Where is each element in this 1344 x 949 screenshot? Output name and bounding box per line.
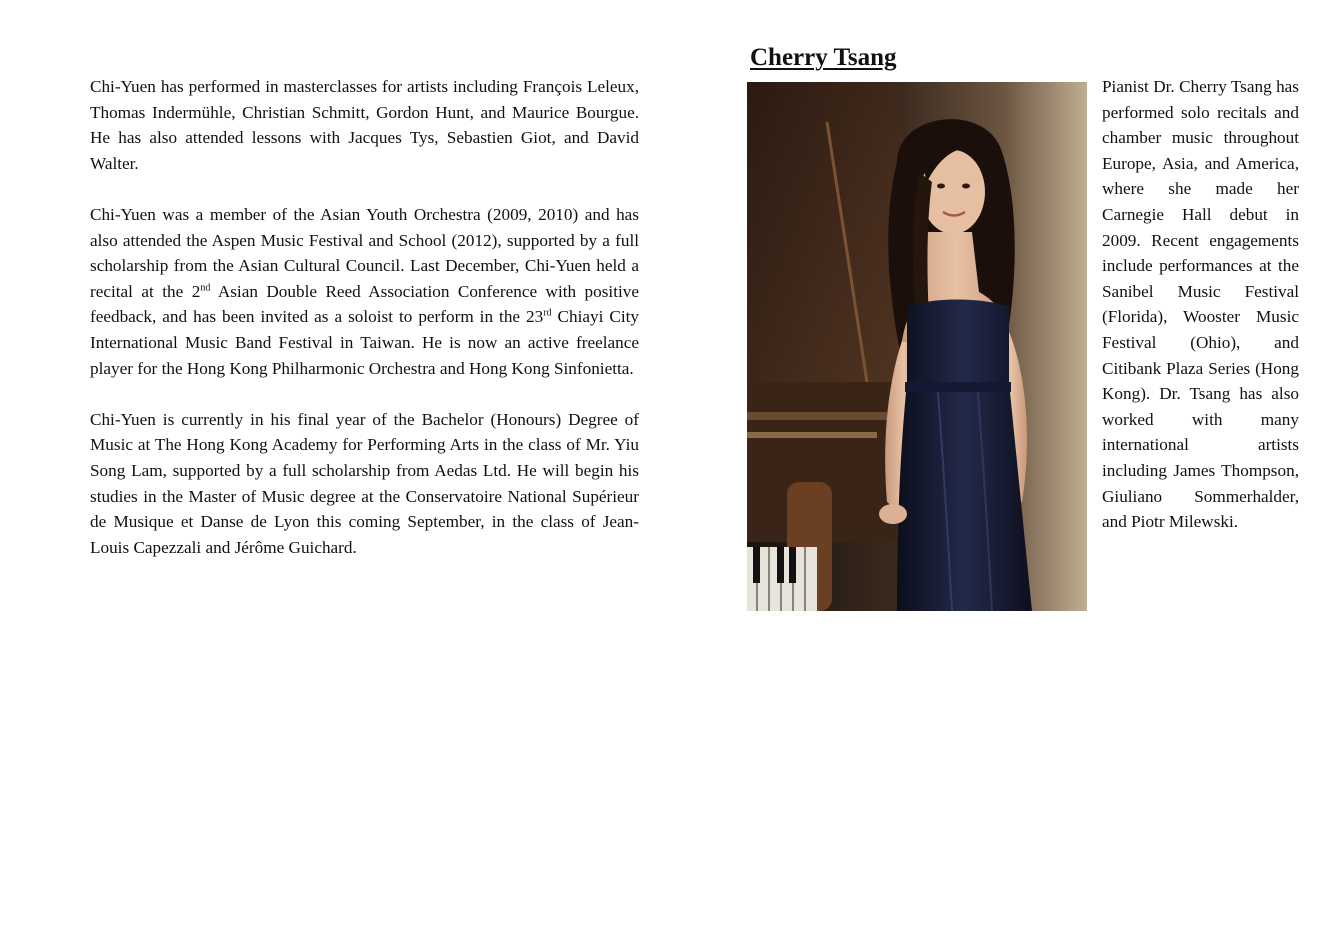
- cherry-tsang-photo: [747, 82, 1087, 611]
- bio-paragraph-orchestra-text-a: Chi-Yuen was a member of the Asian Youth Orchestra (2009, 2010) and has also attended the Aspen Music Festival and School (2012), supported by a full scholarship from the Asian Cultural Council. Last December, Chi-Yuen held a recital at the 2: [90, 204, 639, 301]
- bio-paragraph-masterclasses: Chi-Yuen has performed in masterclasses for artists including François Leleux, Thomas Indermühle, Christian Schmitt, Gordon Hunt, and Maurice Bourgue. He has also attended lessons with Jacques Tys, Sebastien Giot, and David Walter.: [90, 77, 639, 173]
- bio-paragraph-orchestra: [90, 202, 639, 381]
- cherry-tsang-bio-column: [1102, 74, 1299, 535]
- ordinal-suffix-nd: nd: [200, 282, 211, 294]
- cherry-tsang-bio: Pianist Dr. Cherry Tsang has performed solo recitals and chamber music throughout Europe, Asia, and America, where she made her Carnegie Hall debut in 2009. Recent engagements include performances at the Sanibel Music Festival (Florida), Wooster Music Festival (Ohio), and Citibank Plaza Series (Hong Kong). Dr. Tsang has also worked with many international artists including James Thompson, Giuliano Sommerhalder, and Piotr Milewski.: [1102, 77, 1299, 532]
- ordinal-suffix-rd: rd: [543, 307, 552, 319]
- bio-paragraph-orchestra-text-b: Asian Double Reed Association Conference with positive feedback, and has been invited as a soloist to perform in the 23: [90, 281, 639, 327]
- chi-yuen-bio-column: [90, 74, 639, 586]
- bio-paragraph-studies: Chi-Yuen is currently in his final year of the Bachelor (Honours) Degree of Music at The Hong Kong Academy for Performing Arts in the class of Mr. Yiu Song Lam, supported by a full scholarship from Aedas Ltd. He will begin his studies in the Master of Music degree at the Conservatoire National Supérieur de Musique et Danse de Lyon this coming September, in the class of Jean-Louis Capezzali and Jérôme Guichard.: [90, 409, 639, 557]
- bio-paragraph-orchestra-text-c: Chiayi City International Music Band Festival in Taiwan. He is now an active freelance player for the Hong Kong Philharmonic Orchestra and Hong Kong Sinfonietta.: [90, 307, 639, 378]
- cherry-tsang-heading: Cherry Tsang: [750, 44, 897, 71]
